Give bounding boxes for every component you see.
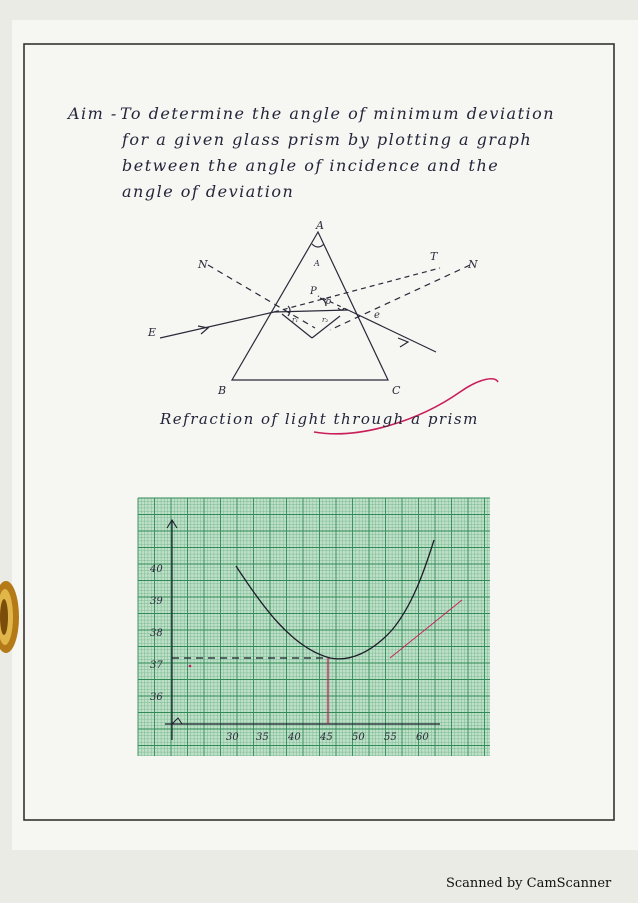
angle-a-label: A [314, 259, 320, 268]
y-tick-label: 38 [150, 628, 163, 639]
vertex-a-label: A [316, 219, 324, 232]
x-tick-label: 30 [226, 732, 239, 743]
scanner-watermark: Scanned by CamScanner [446, 876, 612, 891]
vertex-c-label: C [392, 384, 401, 397]
ie-label: e [374, 310, 380, 321]
x-tick-label: 60 [416, 732, 429, 743]
vertex-b-label: B [218, 384, 227, 397]
aim-line-2: for a given glass prism by plotting a graph [122, 130, 533, 149]
p-label: P [310, 286, 317, 297]
y-tick-label: 37 [150, 660, 163, 671]
aim-line-3: between the angle of incidence and the [122, 156, 500, 175]
x-tick-label: 40 [288, 732, 301, 743]
x-tick-label: 55 [384, 732, 397, 743]
x-tick-label: 50 [352, 732, 365, 743]
graph-paper [138, 498, 490, 756]
x-tick-label: 35 [256, 732, 269, 743]
y-tick-label: 40 [150, 564, 163, 575]
delta-label: δ [326, 297, 332, 307]
normal-right-label: N [468, 258, 478, 271]
normal-left-label: N [198, 258, 208, 271]
y-tick-label: 36 [150, 692, 163, 703]
t-label: T [430, 250, 438, 263]
aim-line-1: To determine the angle of minimum deviation [120, 104, 556, 123]
y-tick-label: 39 [150, 596, 163, 607]
e-label: E [148, 326, 157, 339]
r2-label: r₂ [322, 316, 329, 324]
x-tick-label: 45 [320, 732, 333, 743]
diagram-caption: Refraction of light through a prism [160, 410, 479, 428]
aim-label: Aim - [68, 104, 118, 123]
r1-label: r₁ [292, 316, 299, 324]
aim-line-4: angle of deviation [122, 182, 295, 201]
